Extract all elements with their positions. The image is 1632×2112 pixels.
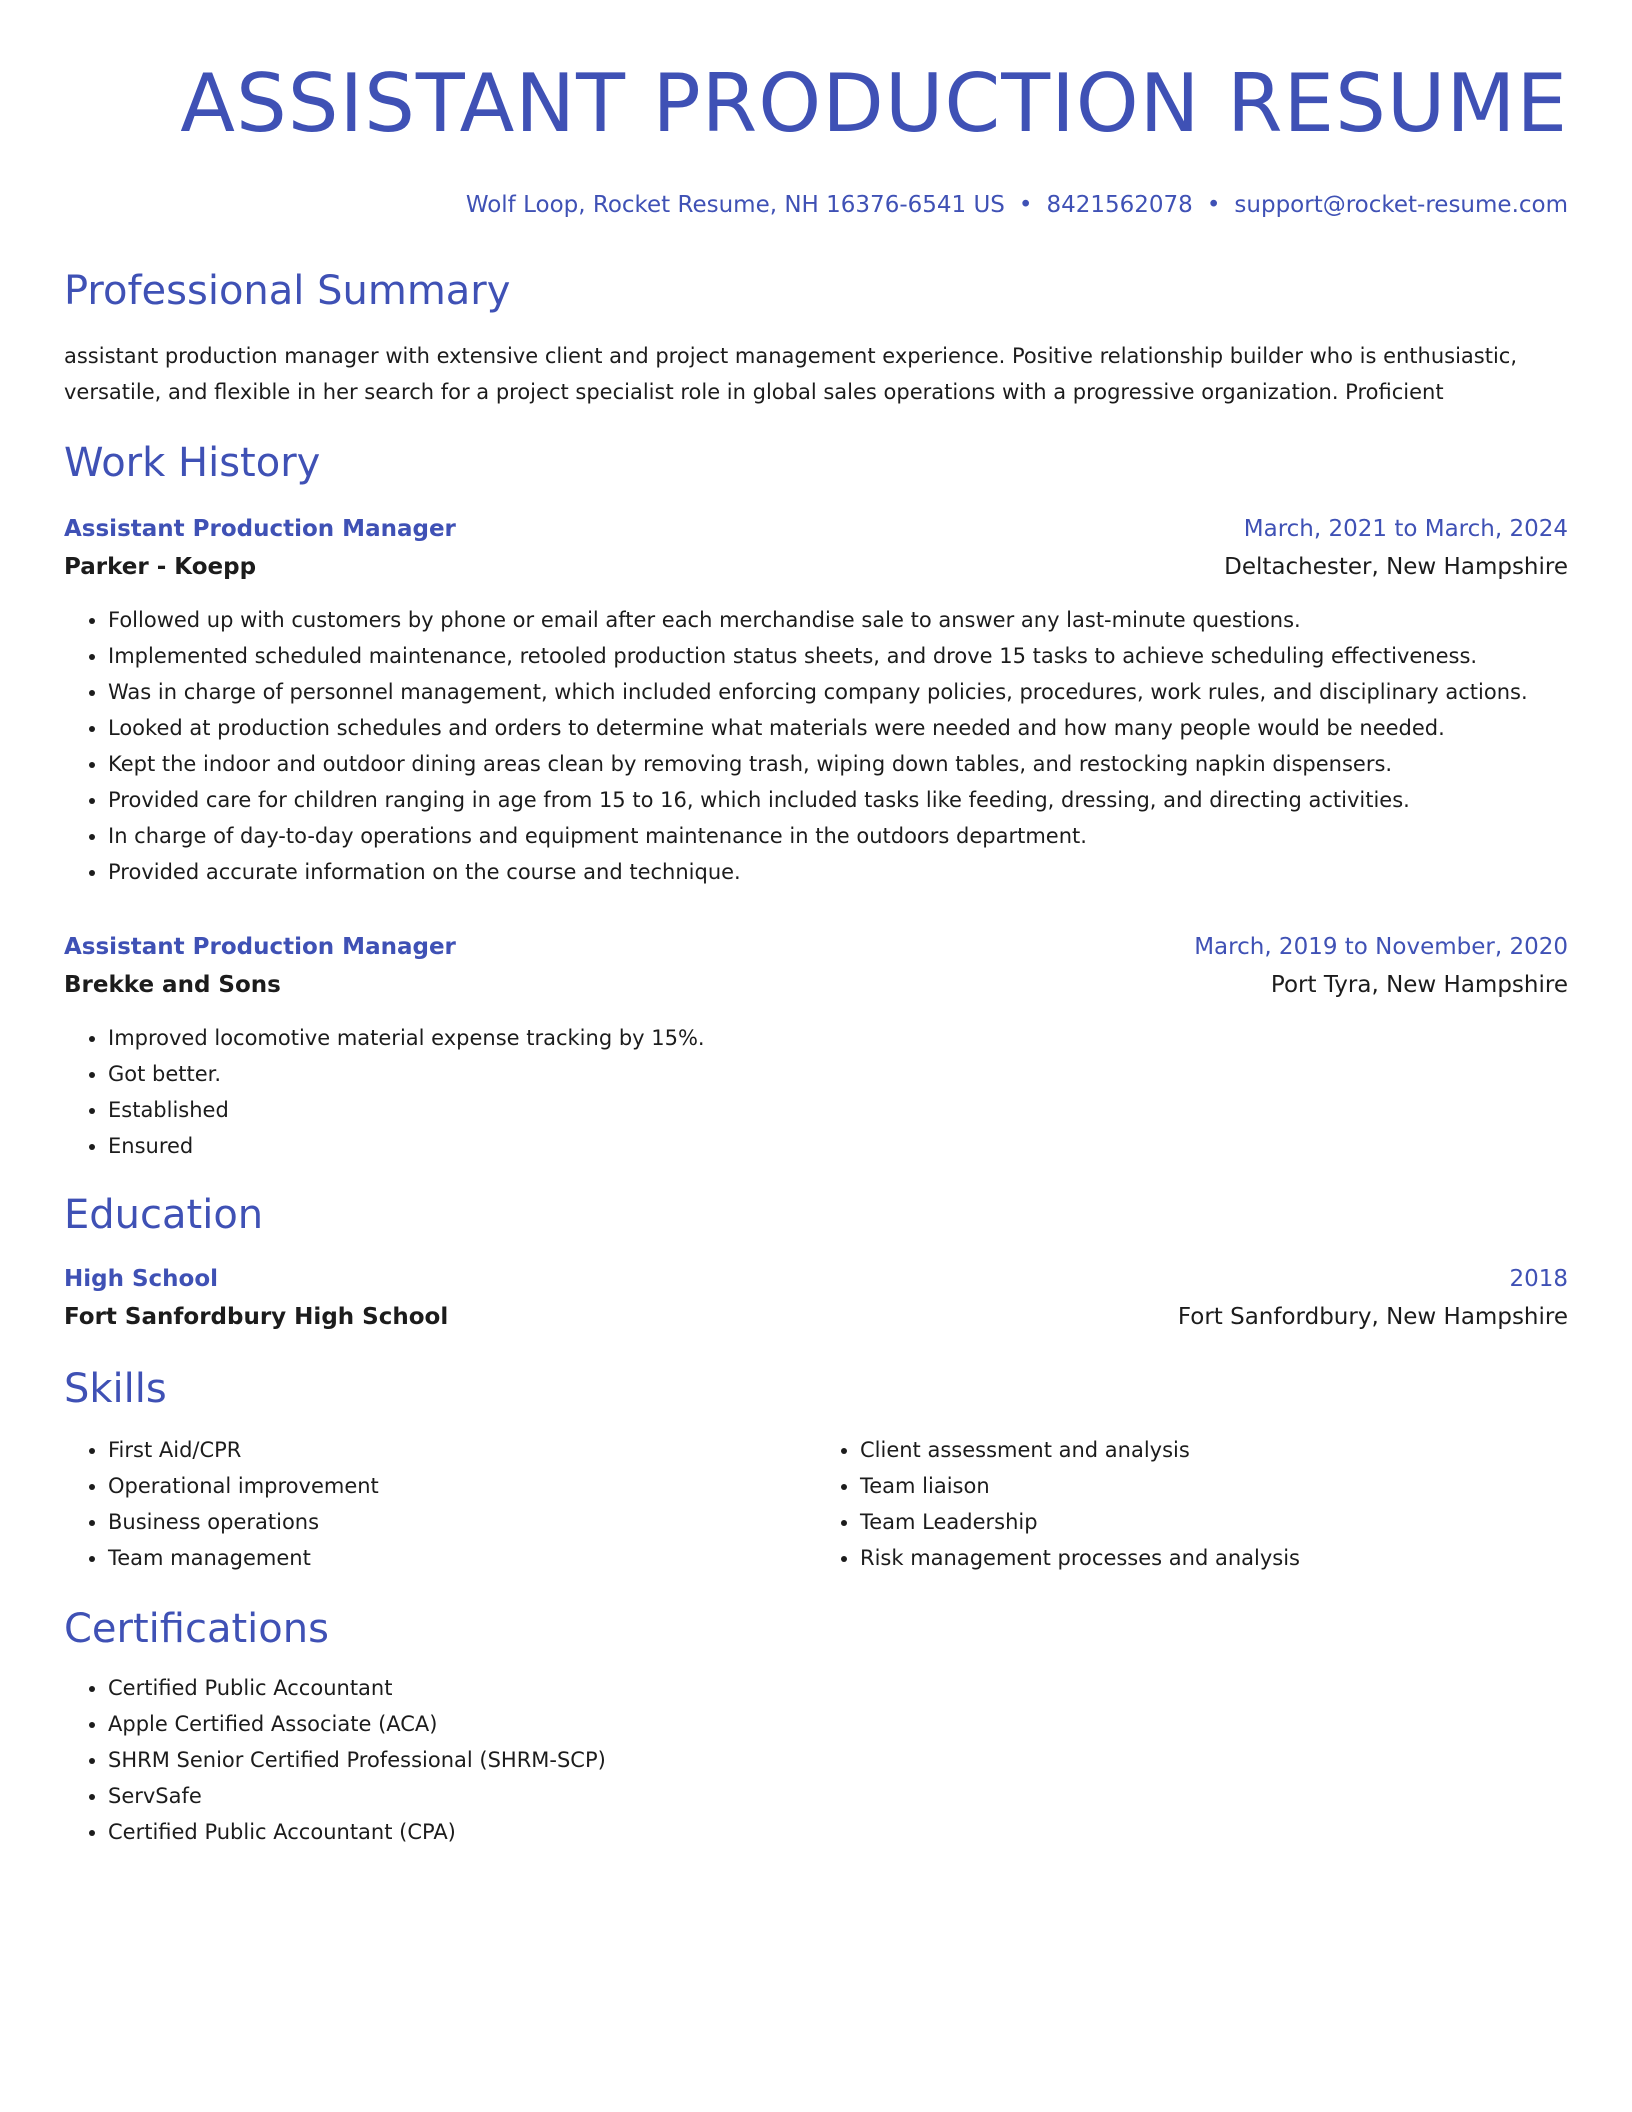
list-item: • Team Leadership [860, 1504, 1568, 1540]
job-dates: March, 2019 to November, 2020 [1194, 934, 1568, 960]
education-degree: High School [64, 1266, 219, 1292]
list-item: • Business operations [108, 1504, 816, 1540]
list-item: • Certified Public Accountant [108, 1670, 1568, 1706]
list-item: • Improved locomotive material expense tracking by 15%. [108, 1020, 1568, 1056]
certifications-list [64, 1670, 1568, 1850]
list-item: • Got better. [108, 1056, 1568, 1092]
education-location: Fort Sanfordbury, New Hampshire [1177, 1304, 1568, 1330]
education-school: Fort Sanfordbury High School [64, 1304, 449, 1330]
contact-separator: • [1206, 192, 1221, 218]
section-title-education: Education [64, 1192, 264, 1238]
list-item: • Provided accurate information on the course and technique. [108, 854, 1568, 890]
job-entry [64, 510, 1568, 890]
list-item: • Followed up with customers by phone or email after each merchandise sale to answer any last-minute questions. [108, 602, 1568, 638]
education-entry [64, 1260, 1568, 1336]
contact-phone[interactable]: 8421562078 [1046, 192, 1193, 218]
skills-grid [64, 1432, 1568, 1576]
list-item: • In charge of day-to-day operations and equipment maintenance in the outdoors department. [108, 818, 1568, 854]
job-entry [64, 928, 1568, 1164]
list-item: • Kept the indoor and outdoor dining areas clean by removing trash, wiping down tables, and restocking napkin dispensers. [108, 746, 1568, 782]
list-item: • First Aid/CPR [108, 1432, 816, 1468]
list-item: • Operational improvement [108, 1468, 816, 1504]
job-company: Brekke and Sons [64, 972, 281, 998]
contact-email[interactable]: support@rocket-resume.com [1234, 192, 1568, 218]
list-item: • Apple Certified Associate (ACA) [108, 1706, 1568, 1742]
list-item: • Was in charge of personnel management, which included enforcing company policies, procedures, work rules, and disciplinary actions. [108, 674, 1568, 710]
section-title-work-history: Work History [64, 440, 321, 486]
job-role: Assistant Production Manager [64, 516, 456, 542]
list-item: • Implemented scheduled maintenance, retooled production status sheets, and drove 15 tasks to achieve scheduling effectiveness. [108, 638, 1568, 674]
list-item: • Looked at production schedules and orders to determine what materials were needed and how many people would be needed. [108, 710, 1568, 746]
job-location: Deltachester, New Hampshire [1224, 554, 1568, 580]
list-item: • Established [108, 1092, 1568, 1128]
contact-address: Wolf Loop, Rocket Resume, NH 16376-6541 US [465, 192, 1005, 218]
job-company: Parker - Koepp [64, 554, 257, 580]
section-title-skills: Skills [64, 1366, 167, 1412]
education-year: 2018 [1509, 1266, 1568, 1292]
resume-title: ASSISTANT PRODUCTION RESUME [180, 57, 1568, 150]
list-item: • Provided care for children ranging in age from 15 to 16, which included tasks like feeding, dressing, and directing activities. [108, 782, 1568, 818]
list-item: • Client assessment and analysis [860, 1432, 1568, 1468]
summary-text: assistant production manager with extensive client and project management experience. Positive relationship builder who is enthusiastic, versatile, and flexible in her search for a project specialist role in global sales operations with a progressive organization. Proficient [64, 344, 1518, 404]
list-item: • Team management [108, 1540, 816, 1576]
job-dates: March, 2021 to March, 2024 [1243, 516, 1568, 542]
list-item: • Risk management processes and analysis [860, 1540, 1568, 1576]
contact-separator: • [1018, 192, 1033, 218]
list-item: • Team liaison [860, 1468, 1568, 1504]
list-item: • ServSafe [108, 1778, 1568, 1814]
section-title-summary: Professional Summary [64, 268, 511, 314]
job-bullets [64, 602, 1568, 890]
job-bullets [64, 1020, 1568, 1164]
list-item: • Certified Public Accountant (CPA) [108, 1814, 1568, 1850]
contact-line [64, 190, 1568, 220]
list-item: • SHRM Senior Certified Professional (SHRM-SCP) [108, 1742, 1568, 1778]
job-role: Assistant Production Manager [64, 934, 456, 960]
skills-list-left [64, 1432, 816, 1576]
job-location: Port Tyra, New Hampshire [1270, 972, 1568, 998]
list-item: • Ensured [108, 1128, 1568, 1164]
section-title-certifications: Certifications [64, 1606, 329, 1652]
skills-list-right [816, 1432, 1568, 1576]
